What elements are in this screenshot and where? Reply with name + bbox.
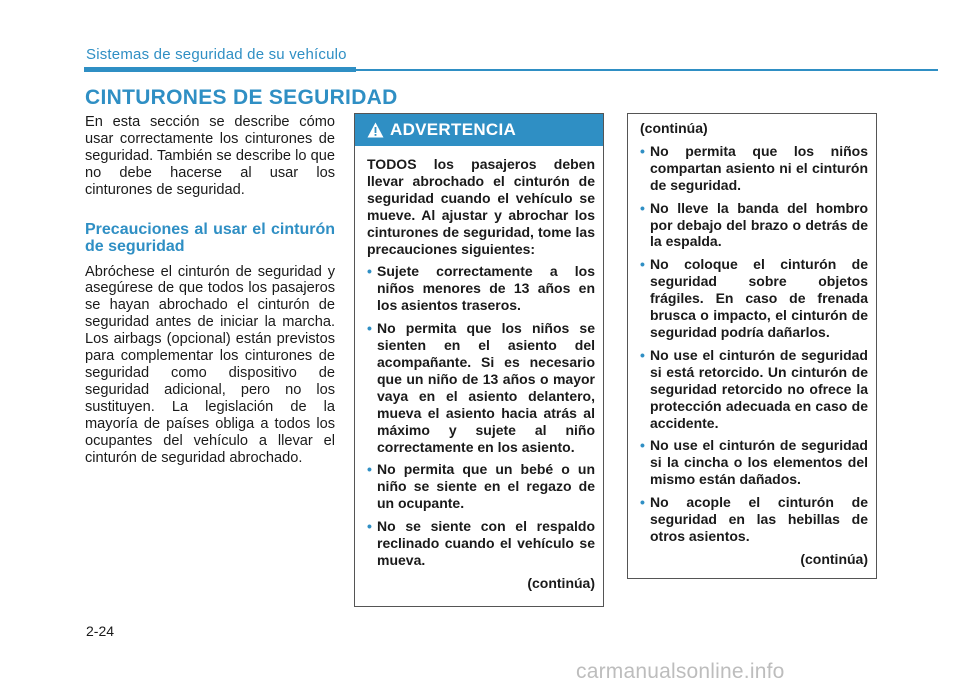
bullet-dot-icon: •	[640, 346, 645, 363]
list-item	[367, 320, 595, 455]
continued-body	[628, 114, 876, 568]
list-item	[640, 256, 868, 341]
list-item-text: No coloque el cinturón de seguridad sobre objetos frágiles. En caso de frenada brusca o impacto, el cinturón de seguridad podría dañarlos.	[650, 256, 868, 340]
list-item-text: No permita que los niños compartan asiento ni el cinturón de seguridad.	[650, 142, 868, 193]
page-title: CINTURONES DE SEGURIDAD	[85, 86, 398, 109]
list-item-text: No permita que un bebé o un niño se siente en el regazo de un ocupante.	[377, 461, 595, 512]
section-header: Sistemas de seguridad de su vehículo	[86, 46, 347, 63]
list-item	[367, 518, 595, 569]
list-item	[367, 263, 595, 314]
bullet-dot-icon: •	[640, 199, 645, 216]
body-paragraph: Abróchese el cinturón de seguridad y asegúrese de que todos los pasajeros se hayan abrochado el cinturón de seguridad antes de iniciar la marcha. Los airbags (opcional) están previstos para complementar los cinturones de seguridad como dispositivo de seguridad adicional, pero no los sustituyen. La legislación de la mayoría de países obliga a todos los ocupantes del vehículo a llevar el cinturón de seguridad abrochado.	[85, 263, 335, 466]
warning-bullet-list	[367, 263, 595, 568]
bullet-dot-icon: •	[367, 263, 372, 280]
list-item-text: Sujete correctamente a los niños menores de 13 años en los asientos traseros.	[377, 263, 595, 314]
header-rule-thick	[84, 67, 356, 72]
left-column	[85, 114, 335, 466]
watermark[interactable]: carmanualsonline.info	[576, 660, 785, 683]
bullet-dot-icon: •	[367, 518, 372, 535]
header-rule-thin	[356, 69, 938, 71]
warning-header	[355, 114, 603, 146]
warning-label: ADVERTENCIA	[390, 120, 517, 139]
bullet-dot-icon: •	[640, 437, 645, 454]
warning-body	[355, 146, 603, 592]
list-item-text: No permita que los niños se sienten en el asiento del acompañante. Si es necesario que un niño de 13 años o mayor vaya en el asiento delantero, mueva el asiento hacia atrás al máximo y sujete al niño correctamente en los asiento.	[377, 320, 595, 455]
list-item-text: No acople el cinturón de seguridad en las hebillas de otros asientos.	[650, 494, 868, 544]
list-item-text: No use el cinturón de seguridad si la cincha o los elementos del mismo están dañados.	[650, 437, 868, 488]
list-item-text: No lleve la banda del hombro por debajo del brazo o detrás de la espalda.	[650, 199, 868, 250]
list-item	[367, 461, 595, 512]
list-item-text: No use el cinturón de seguridad si está retorcido. Un cinturón de seguridad retorcido no ofrece la protección adecuada en caso de accidente.	[650, 346, 868, 431]
warning-intro: TODOS los pasajeros deben llevar abrochado el cinturón de seguridad cuando el vehículo se mueve. Al ajustar y abrochar los cinturones de seguridad, tome las precauciones siguientes:	[367, 156, 595, 257]
bullet-dot-icon: •	[640, 494, 645, 511]
bullet-dot-icon: •	[640, 142, 645, 159]
warning-box	[354, 113, 604, 607]
list-item-text: No se siente con el respaldo reclinado cuando el vehículo se mueva.	[377, 518, 595, 568]
intro-paragraph: En esta sección se describe cómo usar correctamente los cinturones de seguridad. También se describe lo que no debe hacerse al usar los cinturones de seguridad.	[85, 114, 335, 198]
continued-box	[627, 113, 877, 579]
subheading: Precauciones al usar el cinturón de seguridad	[85, 220, 335, 256]
continued-label: (continúa)	[527, 574, 595, 591]
list-item	[640, 347, 868, 432]
bullet-dot-icon: •	[367, 320, 372, 337]
list-item	[640, 143, 868, 194]
list-item	[640, 494, 868, 545]
list-item	[640, 200, 868, 251]
page-number: 2-24	[86, 623, 115, 639]
list-item	[640, 437, 868, 488]
continued-bullet-list	[640, 143, 868, 545]
warning-triangle-icon	[367, 122, 384, 138]
continued-heading: (continúa)	[640, 120, 708, 136]
bullet-dot-icon: •	[367, 461, 372, 478]
continued-label: (continúa)	[800, 550, 868, 567]
bullet-dot-icon: •	[640, 256, 645, 273]
